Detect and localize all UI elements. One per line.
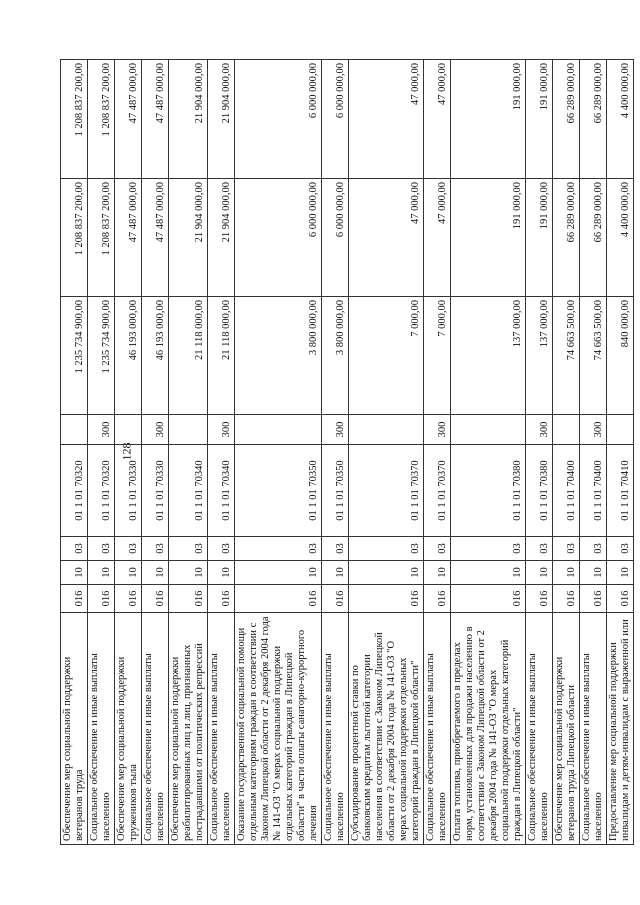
table-row	[208, 60, 235, 845]
cell-b: 66 289 000,00	[553, 179, 580, 297]
cell-name: Обеспечение мер социальной поддержки тружеников тыла	[115, 613, 142, 845]
cell-name: Социальное обеспечение и иные выплаты населению	[88, 613, 115, 845]
cell-ved: 016	[235, 585, 322, 613]
table-row	[115, 60, 142, 845]
cell-rz: 10	[88, 561, 115, 585]
cell-pr: 03	[424, 537, 451, 561]
cell-csr: 01 1 01 70370	[424, 445, 451, 537]
cell-vr	[61, 415, 88, 445]
cell-rz: 10	[61, 561, 88, 585]
cell-vr: 300	[142, 415, 169, 445]
table-row	[553, 60, 580, 845]
table-row	[322, 60, 349, 845]
cell-csr: 01 1 01 70340	[169, 445, 208, 537]
cell-c: 47 487 000,00	[142, 60, 169, 179]
cell-pr: 03	[580, 537, 607, 561]
cell-b: 21 904 000,00	[169, 179, 208, 297]
cell-pr: 03	[349, 537, 424, 561]
cell-ved: 016	[553, 585, 580, 613]
cell-rz: 10	[115, 561, 142, 585]
cell-pr: 03	[526, 537, 553, 561]
cell-rz: 10	[235, 561, 322, 585]
table-row	[88, 60, 115, 845]
cell-a: 1 235 734 900,00	[88, 297, 115, 415]
cell-pr: 03	[208, 537, 235, 561]
cell-c: 21 904 000,00	[208, 60, 235, 179]
cell-ved: 016	[526, 585, 553, 613]
cell-name: Социальное обеспечение и иные выплаты населению	[526, 613, 553, 845]
cell-vr	[451, 415, 526, 445]
table-row	[235, 60, 322, 845]
cell-vr	[115, 415, 142, 445]
cell-csr: 01 1 01 70320	[61, 445, 88, 537]
cell-name: Социальное обеспечение и иные выплаты населению	[208, 613, 235, 845]
cell-name: Обеспечение мер социальной поддержки ветеранов труда Липецкой области	[553, 613, 580, 845]
cell-rz: 10	[580, 561, 607, 585]
cell-rz: 10	[208, 561, 235, 585]
cell-vr: 300	[526, 415, 553, 445]
cell-vr	[607, 415, 634, 445]
cell-rz: 10	[349, 561, 424, 585]
cell-c: 6 000 000,00	[235, 60, 322, 179]
cell-rz: 10	[424, 561, 451, 585]
cell-csr: 01 1 01 70410	[607, 445, 634, 537]
cell-pr: 03	[235, 537, 322, 561]
table-row	[424, 60, 451, 845]
cell-a: 21 118 000,00	[169, 297, 208, 415]
cell-name: Обеспечение мер социальной поддержки ветеранов труда	[61, 613, 88, 845]
cell-b: 47 487 000,00	[142, 179, 169, 297]
cell-pr: 03	[88, 537, 115, 561]
cell-ved: 016	[322, 585, 349, 613]
cell-a: 7 000,00	[349, 297, 424, 415]
cell-name: Предоставление мер социальной поддержки инвалидам и детям-инвалидам с выраженной или	[607, 613, 634, 845]
cell-c: 47 487 000,00	[115, 60, 142, 179]
cell-ved: 016	[115, 585, 142, 613]
cell-b: 191 000,00	[451, 179, 526, 297]
cell-a: 7 000,00	[424, 297, 451, 415]
cell-pr: 03	[322, 537, 349, 561]
cell-c: 4 400 000,00	[607, 60, 634, 179]
cell-pr: 03	[61, 537, 88, 561]
cell-rz: 10	[142, 561, 169, 585]
cell-c: 66 289 000,00	[580, 60, 607, 179]
cell-ved: 016	[142, 585, 169, 613]
cell-ved: 016	[580, 585, 607, 613]
cell-a: 46 193 000,00	[115, 297, 142, 415]
cell-csr: 01 1 01 70370	[349, 445, 424, 537]
cell-b: 1 208 837 200,00	[88, 179, 115, 297]
cell-a: 21 118 000,00	[208, 297, 235, 415]
cell-ved: 016	[349, 585, 424, 613]
table-row	[580, 60, 607, 845]
table-row	[451, 60, 526, 845]
cell-b: 47 000,00	[349, 179, 424, 297]
cell-csr: 01 1 01 70330	[142, 445, 169, 537]
cell-a: 840 000,00	[607, 297, 634, 415]
cell-c: 1 208 837 200,00	[88, 60, 115, 179]
cell-rz: 10	[607, 561, 634, 585]
cell-name: Социальное обеспечение и иные выплаты населению	[142, 613, 169, 845]
budget-table	[60, 59, 634, 845]
cell-vr: 300	[208, 415, 235, 445]
cell-rz: 10	[169, 561, 208, 585]
cell-a: 1 235 734 900,00	[61, 297, 88, 415]
table-row	[526, 60, 553, 845]
cell-name: Субсидирование процентной ставки по банковским кредитам льготной категории населения в соответствии с Законом Липецкой области от 2 декабря 2004 года № 141-ОЗ "О мерах социальной поддержки отдельных категорий граждан в Липецкой области"	[349, 613, 424, 845]
cell-name: Социальное обеспечение и иные выплаты населению	[322, 613, 349, 845]
table-row	[142, 60, 169, 845]
cell-vr	[169, 415, 208, 445]
cell-csr: 01 1 01 70350	[322, 445, 349, 537]
cell-name: Социальное обеспечение и иные выплаты населению	[580, 613, 607, 845]
cell-b: 6 000 000,00	[322, 179, 349, 297]
cell-name: Оказание государственной социальной помощи отдельным категориям граждан в соответствии с Законом Липецкой области от 2 декабря 2004 года № 141-ОЗ "О мерах социальной поддержки отдельных категорий граждан в Липецкой области" в части оплаты санаторно-курортного лечения	[235, 613, 322, 845]
cell-name: Социальное обеспечение и иные выплаты населению	[424, 613, 451, 845]
cell-a: 137 000,00	[526, 297, 553, 415]
cell-csr: 01 1 01 70400	[553, 445, 580, 537]
cell-ved: 016	[169, 585, 208, 613]
cell-b: 1 208 837 200,00	[61, 179, 88, 297]
cell-b: 47 000,00	[424, 179, 451, 297]
cell-a: 74 663 500,00	[580, 297, 607, 415]
cell-name: Обеспечение мер социальной поддержки реабилитированных лиц и лиц, признанных пострадавшими от политических репрессий	[169, 613, 208, 845]
cell-pr: 03	[142, 537, 169, 561]
cell-vr: 300	[88, 415, 115, 445]
table-row	[349, 60, 424, 845]
cell-csr: 01 1 01 70380	[526, 445, 553, 537]
cell-vr: 300	[424, 415, 451, 445]
cell-b: 191 000,00	[526, 179, 553, 297]
table-body	[61, 60, 634, 845]
cell-pr: 03	[607, 537, 634, 561]
page-number: 128	[119, 442, 134, 461]
table-row	[61, 60, 88, 845]
cell-ved: 016	[451, 585, 526, 613]
cell-pr: 03	[553, 537, 580, 561]
cell-ved: 016	[88, 585, 115, 613]
cell-vr: 300	[580, 415, 607, 445]
cell-c: 191 000,00	[451, 60, 526, 179]
cell-c: 1 208 837 200,00	[61, 60, 88, 179]
cell-rz: 10	[526, 561, 553, 585]
cell-vr	[349, 415, 424, 445]
cell-c: 47 000,00	[349, 60, 424, 179]
cell-csr: 01 1 01 70350	[235, 445, 322, 537]
table-row	[169, 60, 208, 845]
cell-b: 66 289 000,00	[580, 179, 607, 297]
cell-ved: 016	[208, 585, 235, 613]
cell-ved: 016	[61, 585, 88, 613]
cell-ved: 016	[424, 585, 451, 613]
cell-b: 6 000 000,00	[235, 179, 322, 297]
cell-csr: 01 1 01 70340	[208, 445, 235, 537]
rotated-budget-table	[60, 60, 631, 845]
table-row	[607, 60, 634, 845]
cell-b: 21 904 000,00	[208, 179, 235, 297]
cell-csr: 01 1 01 70380	[451, 445, 526, 537]
cell-pr: 03	[115, 537, 142, 561]
cell-a: 46 193 000,00	[142, 297, 169, 415]
cell-csr: 01 1 01 70400	[580, 445, 607, 537]
cell-a: 3 800 000,00	[235, 297, 322, 415]
cell-rz: 10	[553, 561, 580, 585]
cell-a: 3 800 000,00	[322, 297, 349, 415]
cell-c: 21 904 000,00	[169, 60, 208, 179]
cell-vr	[553, 415, 580, 445]
cell-vr: 300	[322, 415, 349, 445]
cell-pr: 03	[451, 537, 526, 561]
cell-ved: 016	[607, 585, 634, 613]
cell-vr	[235, 415, 322, 445]
cell-c: 191 000,00	[526, 60, 553, 179]
cell-a: 74 663 500,00	[553, 297, 580, 415]
cell-csr: 01 1 01 70320	[88, 445, 115, 537]
cell-b: 47 487 000,00	[115, 179, 142, 297]
cell-a: 137 000,00	[451, 297, 526, 415]
cell-b: 4 400 000,00	[607, 179, 634, 297]
cell-rz: 10	[451, 561, 526, 585]
cell-csr: 01 1 01 70330	[115, 445, 142, 537]
cell-c: 6 000 000,00	[322, 60, 349, 179]
cell-rz: 10	[322, 561, 349, 585]
cell-c: 66 289 000,00	[553, 60, 580, 179]
cell-pr: 03	[169, 537, 208, 561]
cell-c: 47 000,00	[424, 60, 451, 179]
cell-name: Оплата топлива, приобретаемого в пределах норм, установленных для продажи населению в соответствии с Законом Липецкой области от 2 декабря 2004 года № 141-ОЗ "О мерах социальной поддержки отдельных категорий граждан в Липецкой области"	[451, 613, 526, 845]
